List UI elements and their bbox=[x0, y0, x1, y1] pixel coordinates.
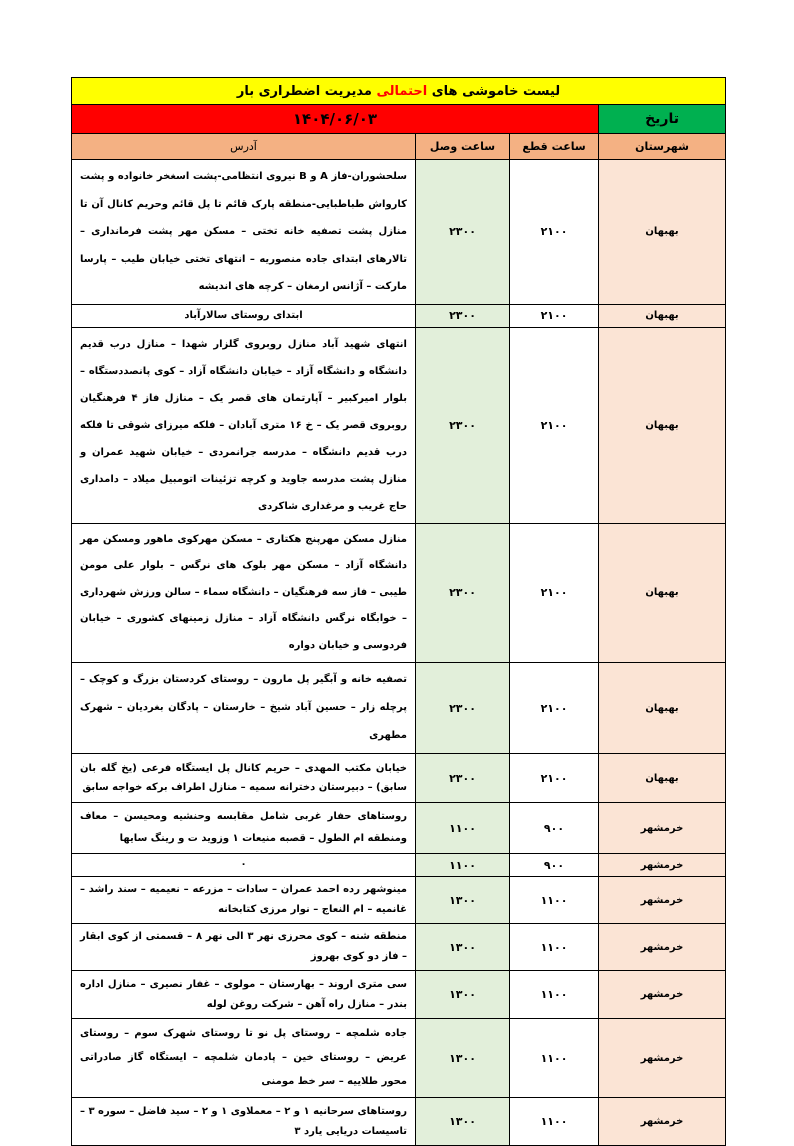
address-cell: ابتدای روستای سالارآباد bbox=[72, 304, 416, 327]
header-city: شهرستان bbox=[599, 134, 726, 160]
table-row bbox=[72, 304, 726, 327]
address-cell: تصفیه خانه و آبگیر پل مارون – روستای کردستان بزرگ و کوچک – پرچله زار – حسین آباد شیخ – خارستان – پادگان بغردیان – شهرک مطهری bbox=[72, 663, 416, 754]
cut-time-cell: ۲۱۰۰ bbox=[510, 160, 599, 305]
connect-time-cell: ۲۳۰۰ bbox=[416, 160, 510, 305]
connect-time-cell: ۱۳۰۰ bbox=[416, 924, 510, 971]
table-row bbox=[72, 327, 726, 523]
date-label: تاریخ bbox=[599, 105, 726, 134]
connect-time-cell: ۱۱۰۰ bbox=[416, 854, 510, 877]
city-cell: خرمشهر bbox=[599, 924, 726, 971]
header-address: آدرس bbox=[72, 134, 416, 160]
table-row bbox=[72, 854, 726, 877]
header-cut-time: ساعت قطع bbox=[510, 134, 599, 160]
city-cell: خرمشهر bbox=[599, 877, 726, 924]
table-row bbox=[72, 160, 726, 305]
address-cell: روستاهای حفار غربی شامل مقابسه وحنشیه ومحیسن – معاف ومنطقه ام الطول – قصبه منیعات ۱ وزوید ت و رینگ سایها bbox=[72, 803, 416, 854]
cut-time-cell: ۱۱۰۰ bbox=[510, 971, 599, 1019]
cut-time-cell: ۲۱۰۰ bbox=[510, 663, 599, 754]
connect-time-cell: ۲۳۰۰ bbox=[416, 327, 510, 523]
outage-table bbox=[71, 77, 726, 1146]
connect-time-cell: ۲۳۰۰ bbox=[416, 523, 510, 663]
connect-time-cell: ۱۳۰۰ bbox=[416, 1098, 510, 1146]
table-row bbox=[72, 803, 726, 854]
address-cell: خیابان مکتب المهدی – حریم کانال پل ایستگاه فرعی (یخ گله بان سابق) – دبیرستان دخترانه سمیه – منازل اطراف برکه خواجه سابق bbox=[72, 754, 416, 803]
cut-time-cell: ۲۱۰۰ bbox=[510, 304, 599, 327]
date-row bbox=[72, 105, 726, 134]
cut-time-cell: ۲۱۰۰ bbox=[510, 327, 599, 523]
title-row bbox=[72, 78, 726, 105]
title-after: مدیریت اضطراری بار bbox=[236, 83, 372, 99]
connect-time-cell: ۱۳۰۰ bbox=[416, 877, 510, 924]
city-cell: خرمشهر bbox=[599, 971, 726, 1019]
table-row bbox=[72, 971, 726, 1019]
address-cell: مینوشهر رده احمد عمران – سادات – مزرعه – نعیمیه – سند راشد – غانمیه – ام النعاج – نوار مرزی کتابخانه bbox=[72, 877, 416, 924]
connect-time-cell: ۱۳۰۰ bbox=[416, 971, 510, 1019]
cut-time-cell: ۲۱۰۰ bbox=[510, 754, 599, 803]
city-cell: خرمشهر bbox=[599, 803, 726, 854]
address-cell: سلحشوران-فاز A و B نیروی انتظامی-پشت اسغخر خانواده و پشت کارواش طباطبایی-منطقه پارک قائم تا پل قائم وحریم کانال آن تا منازل پشت تصفیه خانه تختی – مسکن مهر پشت فرمانداری – تالارهای ابتدای جاده منصوریه – انتهای تختی خیابان طیب – پارسا مارکت – آژانس ارمغان – کرچه های اندیشه bbox=[72, 160, 416, 305]
table-row bbox=[72, 754, 726, 803]
cut-time-cell: ۱۱۰۰ bbox=[510, 1098, 599, 1146]
connect-time-cell: ۲۳۰۰ bbox=[416, 304, 510, 327]
header-row bbox=[72, 134, 726, 160]
city-cell: بهبهان bbox=[599, 523, 726, 663]
cut-time-cell: ۱۱۰۰ bbox=[510, 877, 599, 924]
address-cell: منازل مسکن مهرپنج هکتاری – مسکن مهرکوی ماهور ومسکن مهر دانشگاه آزاد – مسکن مهر بلوک های نرگس – بلوار علی مومن طیبی – فاز سه فرهنگیان – دانشگاه سماء – سالن ورزش شهرداری – خوابگاه نرگس دانشگاه آزاد – منازل زمینهای کشوری – خیابان فردوسی و خیابان دواره bbox=[72, 523, 416, 663]
cut-time-cell: ۹۰۰ bbox=[510, 803, 599, 854]
city-cell: بهبهان bbox=[599, 304, 726, 327]
cut-time-cell: ۱۱۰۰ bbox=[510, 924, 599, 971]
table-row bbox=[72, 1098, 726, 1146]
city-cell: خرمشهر bbox=[599, 854, 726, 877]
title-highlight: احتمالی bbox=[376, 83, 428, 99]
city-cell: خرمشهر bbox=[599, 1098, 726, 1146]
address-cell: منطقه شنه – کوی محرزی نهر ۳ الی نهر ۸ – قسمتی از کوی ابقار – فاز دو کوی بهروز bbox=[72, 924, 416, 971]
table-row bbox=[72, 663, 726, 754]
city-cell: خرمشهر bbox=[599, 1019, 726, 1098]
city-cell: بهبهان bbox=[599, 663, 726, 754]
table-row bbox=[72, 523, 726, 663]
address-cell: جاده شلمچه – روستای پل نو تا روستای شهرک سوم – روستای عریض – روستای خین – پادمان شلمچه – ایستگاه گاز صادراتی محور طلاییه – سر خط مومنی bbox=[72, 1019, 416, 1098]
table-row bbox=[72, 877, 726, 924]
address-cell: سی متری اروند – بهارستان – مولوی – غفار نصیری – منازل اداره بندر – منازل راه آهن – شرکت روغن لوله bbox=[72, 971, 416, 1019]
cut-time-cell: ۱۱۰۰ bbox=[510, 1019, 599, 1098]
connect-time-cell: ۱۱۰۰ bbox=[416, 803, 510, 854]
table-row bbox=[72, 924, 726, 971]
address-cell: ۰ bbox=[72, 854, 416, 877]
address-cell: انتهای شهید آباد منازل روبروی گلزار شهدا – منازل درب قدیم دانشگاه و دانشگاه آزاد – خیابان دانشگاه آزاد – کوی پانصددستگاه – بلوار امیرکبیر – آپارتمان های قصر یک – منازل فاز ۴ فرهنگیان روبروی قصر یک – خ ۱۶ متری آبادان – فلکه میرزای شوقی تا فلکه درب قدیم دانشگاه – مدرسه جرانمردی – خیابان شهید عمران و منازل پشت مدرسه جاوید و کرچه تزئینات اتومبیل میلاد – دامداری حاج غریب و مرغداری شاکردی bbox=[72, 327, 416, 523]
title-before: لیست خاموشی های bbox=[431, 83, 561, 99]
table-title bbox=[72, 78, 726, 105]
cut-time-cell: ۲۱۰۰ bbox=[510, 523, 599, 663]
city-cell: بهبهان bbox=[599, 327, 726, 523]
address-cell: روستاهای سرحانیه ۱ و ۲ – معملاوی ۱ و ۲ – سید فاضل – سوره ۳ – تاسیسات دریایی یارد ۳ bbox=[72, 1098, 416, 1146]
city-cell: بهبهان bbox=[599, 160, 726, 305]
connect-time-cell: ۱۳۰۰ bbox=[416, 1019, 510, 1098]
connect-time-cell: ۲۳۰۰ bbox=[416, 754, 510, 803]
city-cell: بهبهان bbox=[599, 754, 726, 803]
date-value: ۱۴۰۴/۰۶/۰۳ bbox=[72, 105, 599, 134]
cut-time-cell: ۹۰۰ bbox=[510, 854, 599, 877]
header-connect-time: ساعت وصل bbox=[416, 134, 510, 160]
table-row bbox=[72, 1019, 726, 1098]
connect-time-cell: ۲۳۰۰ bbox=[416, 663, 510, 754]
